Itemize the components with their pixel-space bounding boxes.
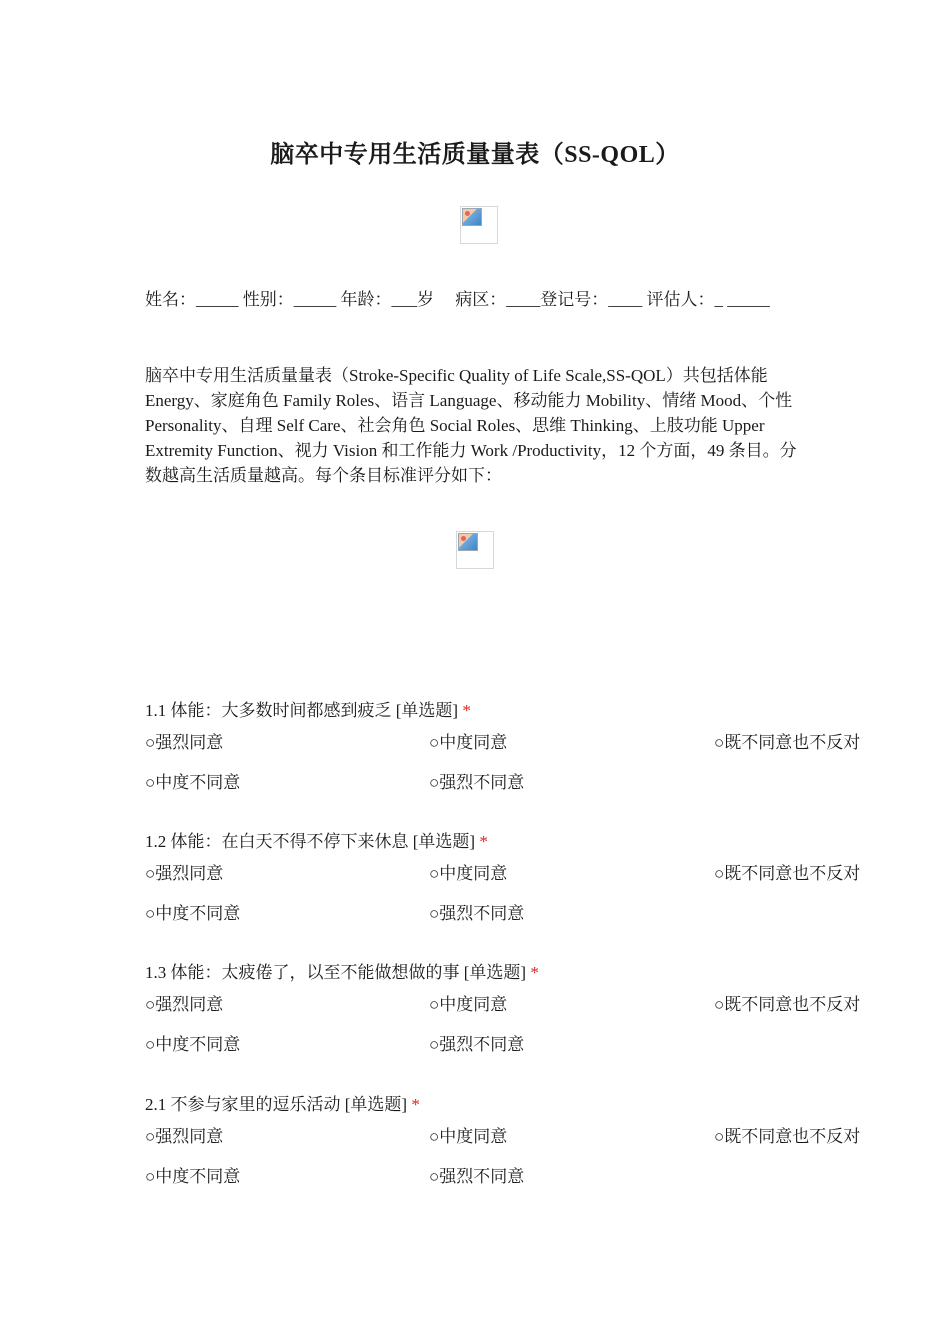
radio-option[interactable]: ○既不同意也不反对 xyxy=(714,995,861,1014)
radio-option[interactable]: ○强烈不同意 xyxy=(429,1167,525,1186)
radio-option[interactable]: ○强烈不同意 xyxy=(429,904,525,923)
options-group xyxy=(145,984,905,1064)
radio-option[interactable]: ○强烈不同意 xyxy=(429,1035,525,1054)
patient-info-line: 姓名：_____ 性别：_____ 年龄：___岁 病区：____登记号：____ 评估人：_ _____ xyxy=(145,290,770,309)
scale-description: 脑卒中专用生活质量量表（Stroke-Specific Quality of Life Scale,SS-QOL）共包括体能 Energy、家庭角色 Family Roles、语言 Language、移动能力 Mobility、情绪 Mood、个性 Personality、自理 Self Care、社会角色 Social Roles、思维 Thinking、上肢功能 Upper Extremity Function、视力 Vision 和工作能力 Work /Productivity，12 个方面，49 条目。分数越高生活质量越高。每个条目标准评分如下： xyxy=(145,366,797,485)
radio-option[interactable]: ○中度同意 xyxy=(429,733,508,752)
radio-option[interactable]: ○中度同意 xyxy=(429,995,508,1014)
radio-option[interactable]: ○中度不同意 xyxy=(145,904,241,923)
radio-option[interactable]: ○中度不同意 xyxy=(145,1167,241,1186)
radio-option[interactable]: ○中度同意 xyxy=(429,1127,508,1146)
question-block xyxy=(145,962,905,1064)
radio-option[interactable]: ○强烈不同意 xyxy=(429,773,525,792)
question-block xyxy=(145,1094,905,1196)
question-title xyxy=(145,1094,905,1116)
required-mark: * xyxy=(530,963,539,982)
radio-option[interactable]: ○既不同意也不反对 xyxy=(714,864,861,883)
page-title: 脑卒中专用生活质量量表（SS-QOL） xyxy=(270,142,680,168)
question-block xyxy=(145,831,905,933)
radio-option[interactable]: ○中度不同意 xyxy=(145,1035,241,1054)
required-mark: * xyxy=(462,701,471,720)
radio-option[interactable]: ○强烈同意 xyxy=(145,1127,224,1146)
question-title xyxy=(145,831,905,853)
options-group xyxy=(145,853,905,933)
broken-image-icon xyxy=(460,206,498,244)
broken-image-icon xyxy=(456,531,494,569)
options-group xyxy=(145,722,905,802)
question-title xyxy=(145,700,905,722)
question-title xyxy=(145,962,905,984)
radio-option[interactable]: ○强烈同意 xyxy=(145,995,224,1014)
image-glyph-icon xyxy=(458,533,478,551)
question-text: 1.3 体能：太疲倦了，以至不能做想做的事 [单选题] xyxy=(145,963,527,982)
required-mark: * xyxy=(479,832,488,851)
required-mark: * xyxy=(411,1095,420,1114)
radio-option[interactable]: ○既不同意也不反对 xyxy=(714,1127,861,1146)
image-glyph-icon xyxy=(462,208,482,226)
question-text: 1.1 体能：大多数时间都感到疲乏 [单选题] xyxy=(145,701,459,720)
question-text: 1.2 体能：在白天不得不停下来休息 [单选题] xyxy=(145,832,476,851)
radio-option[interactable]: ○既不同意也不反对 xyxy=(714,733,861,752)
question-block xyxy=(145,700,905,802)
question-text: 2.1 不参与家里的逗乐活动 [单选题] xyxy=(145,1095,408,1114)
radio-option[interactable]: ○强烈同意 xyxy=(145,733,224,752)
options-group xyxy=(145,1116,905,1196)
radio-option[interactable]: ○强烈同意 xyxy=(145,864,224,883)
radio-option[interactable]: ○中度不同意 xyxy=(145,773,241,792)
radio-option[interactable]: ○中度同意 xyxy=(429,864,508,883)
